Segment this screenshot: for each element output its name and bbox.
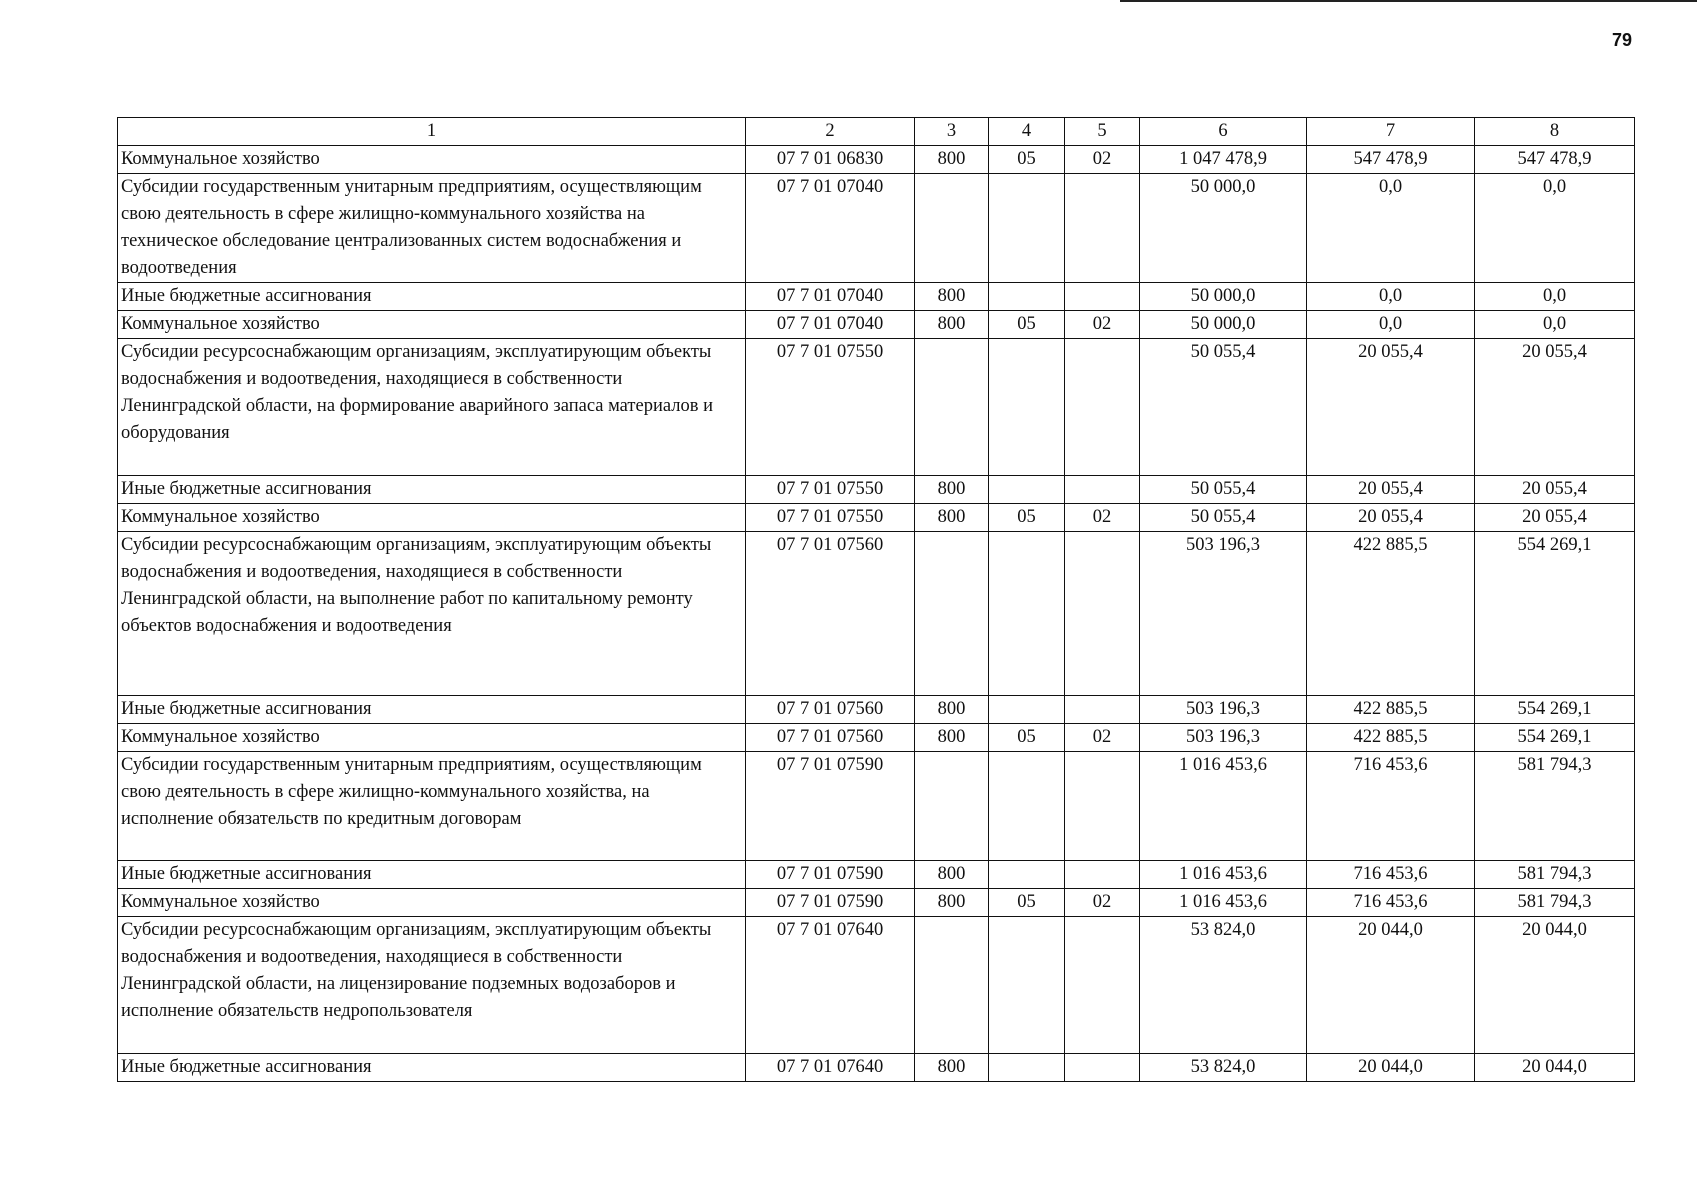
row-pr (1065, 696, 1140, 724)
row-vr: 800 (915, 283, 989, 311)
row-value-6: 1 016 453,6 (1140, 752, 1307, 861)
row-vr: 800 (915, 889, 989, 917)
page-number: 79 (1612, 30, 1633, 50)
row-rz (989, 1054, 1065, 1082)
row-name: Субсидии ресурсоснабжающим организациям, эксплуатирующим объекты водоснабжения и водоотведения, находящиеся в собственности Ленинградской области, на выполнение работ по капитальному ремонту объектов водоснабжения и водоотведения (118, 532, 746, 696)
row-pr: 02 (1065, 311, 1140, 339)
row-value-6: 53 824,0 (1140, 917, 1307, 1054)
row-name: Иные бюджетные ассигнования (118, 696, 746, 724)
row-rz: 05 (989, 504, 1065, 532)
row-value-8: 20 044,0 (1475, 1054, 1635, 1082)
row-value-7: 20 055,4 (1307, 476, 1475, 504)
row-vr: 800 (915, 1054, 989, 1082)
row-code: 07 7 01 07590 (746, 889, 915, 917)
row-value-8: 20 044,0 (1475, 917, 1635, 1054)
row-name: Коммунальное хозяйство (118, 504, 746, 532)
row-pr: 02 (1065, 146, 1140, 174)
row-code: 07 7 01 07590 (746, 752, 915, 861)
row-name: Субсидии ресурсоснабжающим организациям, эксплуатирующим объекты водоснабжения и водоотведения, находящиеся в собственности Ленинградской области, на формирование аварийного запаса материалов и оборудования (118, 339, 746, 476)
row-code: 07 7 01 07550 (746, 476, 915, 504)
row-vr: 800 (915, 724, 989, 752)
row-value-8: 20 055,4 (1475, 339, 1635, 476)
row-name: Коммунальное хозяйство (118, 889, 746, 917)
row-rz (989, 476, 1065, 504)
row-value-6: 50 000,0 (1140, 174, 1307, 283)
row-value-7: 716 453,6 (1307, 861, 1475, 889)
header-cell-2: 2 (746, 118, 915, 146)
row-value-7: 422 885,5 (1307, 724, 1475, 752)
row-code: 07 7 01 07040 (746, 283, 915, 311)
row-name: Субсидии ресурсоснабжающим организациям, эксплуатирующим объекты водоснабжения и водоотведения, находящиеся в собственности Ленинградской области, на лицензирование подземных водозаборов и исполнение обязательств недропользователя (118, 917, 746, 1054)
row-name: Коммунальное хозяйство (118, 146, 746, 174)
row-pr (1065, 917, 1140, 1054)
row-value-7: 0,0 (1307, 283, 1475, 311)
row-pr: 02 (1065, 504, 1140, 532)
row-vr: 800 (915, 146, 989, 174)
row-value-6: 50 055,4 (1140, 504, 1307, 532)
row-value-7: 0,0 (1307, 311, 1475, 339)
row-rz: 05 (989, 311, 1065, 339)
header-cell-5: 5 (1065, 118, 1140, 146)
table-row (118, 339, 1635, 476)
row-value-6: 50 000,0 (1140, 311, 1307, 339)
row-rz (989, 696, 1065, 724)
row-value-8: 20 055,4 (1475, 504, 1635, 532)
row-value-8: 554 269,1 (1475, 532, 1635, 696)
row-value-6: 50 000,0 (1140, 283, 1307, 311)
table-row (118, 696, 1635, 724)
row-value-8: 0,0 (1475, 174, 1635, 283)
row-rz (989, 174, 1065, 283)
row-code: 07 7 01 07640 (746, 917, 915, 1054)
row-rz (989, 283, 1065, 311)
row-rz: 05 (989, 146, 1065, 174)
header-row (118, 118, 1635, 146)
row-value-8: 581 794,3 (1475, 861, 1635, 889)
row-rz (989, 532, 1065, 696)
row-name: Иные бюджетные ассигнования (118, 283, 746, 311)
row-value-7: 20 044,0 (1307, 917, 1475, 1054)
row-rz: 05 (989, 724, 1065, 752)
row-rz: 05 (989, 889, 1065, 917)
header-cell-8: 8 (1475, 118, 1635, 146)
table-row (118, 283, 1635, 311)
row-value-6: 53 824,0 (1140, 1054, 1307, 1082)
row-vr: 800 (915, 861, 989, 889)
row-value-7: 716 453,6 (1307, 889, 1475, 917)
row-value-8: 0,0 (1475, 311, 1635, 339)
budget-table (117, 117, 1635, 1082)
row-pr: 02 (1065, 889, 1140, 917)
row-pr (1065, 174, 1140, 283)
row-value-7: 20 044,0 (1307, 1054, 1475, 1082)
table-row (118, 861, 1635, 889)
row-pr: 02 (1065, 724, 1140, 752)
row-value-8: 0,0 (1475, 283, 1635, 311)
top-edge-rule (1120, 0, 1697, 2)
row-name: Коммунальное хозяйство (118, 311, 746, 339)
header-cell-1: 1 (118, 118, 746, 146)
row-vr: 800 (915, 476, 989, 504)
row-name: Иные бюджетные ассигнования (118, 476, 746, 504)
row-pr (1065, 861, 1140, 889)
table-row (118, 917, 1635, 1054)
row-value-7: 716 453,6 (1307, 752, 1475, 861)
row-code: 07 7 01 07560 (746, 696, 915, 724)
row-name: Коммунальное хозяйство (118, 724, 746, 752)
row-value-7: 422 885,5 (1307, 532, 1475, 696)
row-vr (915, 752, 989, 861)
row-value-6: 1 016 453,6 (1140, 861, 1307, 889)
row-code: 07 7 01 07560 (746, 532, 915, 696)
row-name: Иные бюджетные ассигнования (118, 861, 746, 889)
row-vr (915, 339, 989, 476)
row-value-6: 1 047 478,9 (1140, 146, 1307, 174)
row-code: 07 7 01 07550 (746, 504, 915, 532)
row-value-8: 581 794,3 (1475, 752, 1635, 861)
row-rz (989, 917, 1065, 1054)
row-code: 07 7 01 07550 (746, 339, 915, 476)
header-cell-7: 7 (1307, 118, 1475, 146)
row-vr (915, 174, 989, 283)
row-rz (989, 752, 1065, 861)
row-value-6: 1 016 453,6 (1140, 889, 1307, 917)
row-value-7: 422 885,5 (1307, 696, 1475, 724)
table-row (118, 311, 1635, 339)
row-pr (1065, 532, 1140, 696)
table-row (118, 889, 1635, 917)
row-pr (1065, 476, 1140, 504)
row-vr (915, 917, 989, 1054)
row-name: Субсидии государственным унитарным предприятиям, осуществляющим свою деятельность в сфере жилищно-коммунального хозяйства на техническое обследование централизованных систем водоснабжения и водоотведения (118, 174, 746, 283)
row-pr (1065, 283, 1140, 311)
row-name: Субсидии государственным унитарным предприятиям, осуществляющим свою деятельность в сфере жилищно-коммунального хозяйства, на исполнение обязательств по кредитным договорам (118, 752, 746, 861)
table-row (118, 504, 1635, 532)
row-pr (1065, 752, 1140, 861)
table-row (118, 752, 1635, 861)
row-value-6: 503 196,3 (1140, 532, 1307, 696)
row-value-6: 50 055,4 (1140, 476, 1307, 504)
row-value-6: 50 055,4 (1140, 339, 1307, 476)
header-cell-3: 3 (915, 118, 989, 146)
header-cell-4: 4 (989, 118, 1065, 146)
row-code: 07 7 01 07040 (746, 311, 915, 339)
row-value-8: 20 055,4 (1475, 476, 1635, 504)
row-value-7: 20 055,4 (1307, 504, 1475, 532)
row-vr (915, 532, 989, 696)
row-value-8: 547 478,9 (1475, 146, 1635, 174)
row-code: 07 7 01 07560 (746, 724, 915, 752)
header-cell-6: 6 (1140, 118, 1307, 146)
row-vr: 800 (915, 696, 989, 724)
table-row (118, 174, 1635, 283)
row-value-7: 0,0 (1307, 174, 1475, 283)
row-rz (989, 339, 1065, 476)
row-code: 07 7 01 07040 (746, 174, 915, 283)
row-code: 07 7 01 07640 (746, 1054, 915, 1082)
row-value-8: 554 269,1 (1475, 724, 1635, 752)
row-value-6: 503 196,3 (1140, 696, 1307, 724)
row-rz (989, 861, 1065, 889)
row-pr (1065, 339, 1140, 476)
table-row (118, 146, 1635, 174)
table-row (118, 476, 1635, 504)
row-value-7: 547 478,9 (1307, 146, 1475, 174)
row-value-8: 581 794,3 (1475, 889, 1635, 917)
row-vr: 800 (915, 504, 989, 532)
row-code: 07 7 01 07590 (746, 861, 915, 889)
row-name: Иные бюджетные ассигнования (118, 1054, 746, 1082)
row-value-7: 20 055,4 (1307, 339, 1475, 476)
table-row (118, 1054, 1635, 1082)
row-value-8: 554 269,1 (1475, 696, 1635, 724)
table-row (118, 532, 1635, 696)
row-vr: 800 (915, 311, 989, 339)
row-pr (1065, 1054, 1140, 1082)
row-code: 07 7 01 06830 (746, 146, 915, 174)
row-value-6: 503 196,3 (1140, 724, 1307, 752)
table-row (118, 724, 1635, 752)
